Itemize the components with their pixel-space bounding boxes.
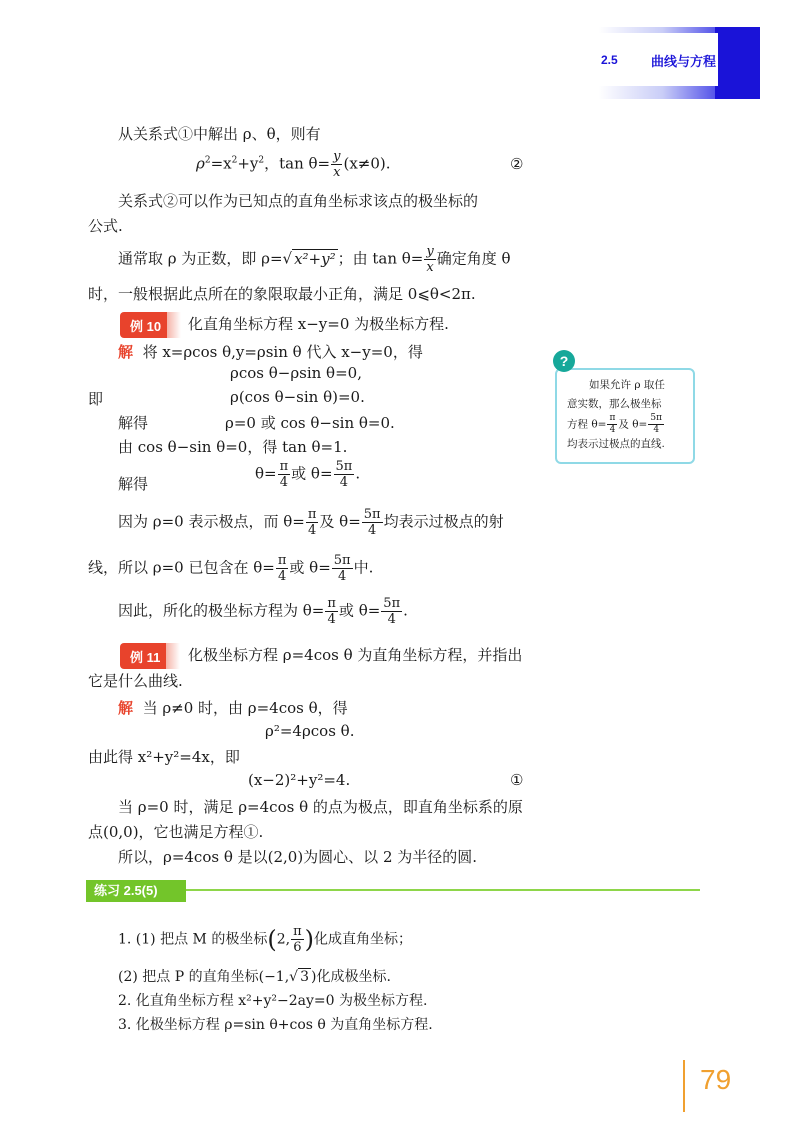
math-line: θ= $\frac{\pi}{4}$ 或 θ= $\frac{5\pi}{4}$ . bbox=[255, 459, 361, 490]
solution-line: 解 将 x=ρcos θ,y=ρsin θ 代入 x−y=0，得 bbox=[118, 343, 423, 361]
example-11-text: 化极坐标方程 ρ=4cos θ 为直角坐标方程，并指出 bbox=[188, 646, 523, 664]
exercise-title: 练习 2.5(5) bbox=[86, 880, 186, 902]
formula-2: $\rho^2=x^2+y^2$，tan θ= $\frac{y}{x}$ (x≠0). bbox=[196, 149, 391, 180]
example-11-tag: 例 11 bbox=[120, 643, 166, 669]
page-number-rule bbox=[683, 1060, 685, 1112]
math-line: 由 cos θ−sin θ=0，得 tan θ=1. bbox=[118, 438, 348, 456]
exercise-item: 2. 化直角坐标方程 x²+y²−2ay=0 为极坐标方程. bbox=[118, 993, 428, 1009]
section-number: 2.5 bbox=[601, 53, 618, 67]
solution-label: 解 bbox=[118, 699, 134, 717]
note-line: 意实数，那么极坐标 bbox=[567, 398, 662, 410]
math-line: (x−2)²+y²=4. bbox=[248, 771, 351, 789]
label: 解得 bbox=[118, 414, 149, 432]
exercise-item: 3. 化极坐标方程 ρ=sin θ+cos θ 为直角坐标方程. bbox=[118, 1017, 433, 1033]
equation-number: ② bbox=[510, 155, 524, 173]
section-title: 曲线与方程 bbox=[651, 54, 717, 69]
example-10-tag: 例 10 bbox=[120, 312, 167, 338]
text-line: 时，一般根据此点所在的象限取最小正角，满足 0⩽θ<2π. bbox=[88, 285, 476, 303]
text-line: 线，所以 ρ=0 已包含在 θ= $\frac{\pi}{4}$ 或 θ= $\frac{5\pi}{4}$ 中. bbox=[88, 553, 374, 584]
solution-label: 解 bbox=[118, 343, 134, 361]
math-line: ρ(cos θ−sin θ)=0. bbox=[230, 388, 365, 406]
text-line: 当 ρ=0 时，满足 ρ=4cos θ 的点为极点，即直角坐标系的原 bbox=[118, 798, 523, 816]
exercise-item: 1. (1) 把点 M 的极坐标(2, $\frac{\pi}{6}$ )化成直角坐标； bbox=[118, 924, 412, 955]
label: 即 bbox=[88, 390, 104, 408]
math-line: ρ²=4ρcos θ. bbox=[265, 722, 355, 740]
math-line: ρcos θ−ρsin θ=0, bbox=[230, 364, 362, 382]
exercise-rule bbox=[186, 889, 700, 891]
note-line: 如果允许 ρ 取任 bbox=[589, 379, 665, 391]
text-line: 由此得 x²+y²=4x，即 bbox=[88, 748, 240, 766]
text-line: 因此，所化的极坐标方程为 θ= $\frac{\pi}{4}$ 或 θ= $\frac{5\pi}{4}$ . bbox=[118, 596, 408, 627]
equation-number: ① bbox=[510, 771, 524, 789]
text-line: 从关系式①中解出 ρ、θ，则有 bbox=[118, 125, 321, 143]
header-blue-block bbox=[715, 27, 760, 99]
example-11-text-2: 它是什么曲线. bbox=[88, 672, 183, 690]
note-line: 方程 θ= $\frac{\pi}{4}$ 及 θ= $\frac{5\pi}{4}$ bbox=[567, 413, 663, 435]
example-10-text: 化直角坐标方程 x−y=0 为极坐标方程. bbox=[188, 315, 449, 333]
text-line: 所以，ρ=4cos θ 是以(2,0)为圆心、以 2 为半径的圆. bbox=[118, 848, 478, 866]
text-line: 公式. bbox=[88, 217, 123, 235]
solution-line: 解 当 ρ≠0 时，由 ρ=4cos θ，得 bbox=[118, 699, 348, 717]
text-line: 通常取 ρ 为正数，即 ρ=√ x²+y² ；由 tan θ= $\frac{y}{x}$ 确定角度 θ bbox=[118, 244, 511, 275]
note-line: 均表示过极点的直线. bbox=[567, 438, 665, 450]
text-line: 因为 ρ=0 表示极点，而 θ= $\frac{\pi}{4}$ 及 θ= $\frac{5\pi}{4}$ 均表示过极点的射 bbox=[118, 507, 504, 538]
label: 解得 bbox=[118, 475, 149, 493]
side-note bbox=[555, 368, 695, 464]
exercise-item: (2) 把点 P 的直角坐标(−1,√ 3 )化成极坐标. bbox=[118, 969, 391, 985]
math-line: ρ=0 或 cos θ−sin θ=0. bbox=[225, 414, 395, 432]
text-line: 点(0,0)，它也满足方程①. bbox=[88, 823, 264, 841]
page-number: 79 bbox=[700, 1064, 732, 1095]
question-icon: ? bbox=[553, 350, 575, 372]
text-line: 关系式②可以作为已知点的直角坐标求该点的极坐标的 bbox=[118, 192, 479, 210]
